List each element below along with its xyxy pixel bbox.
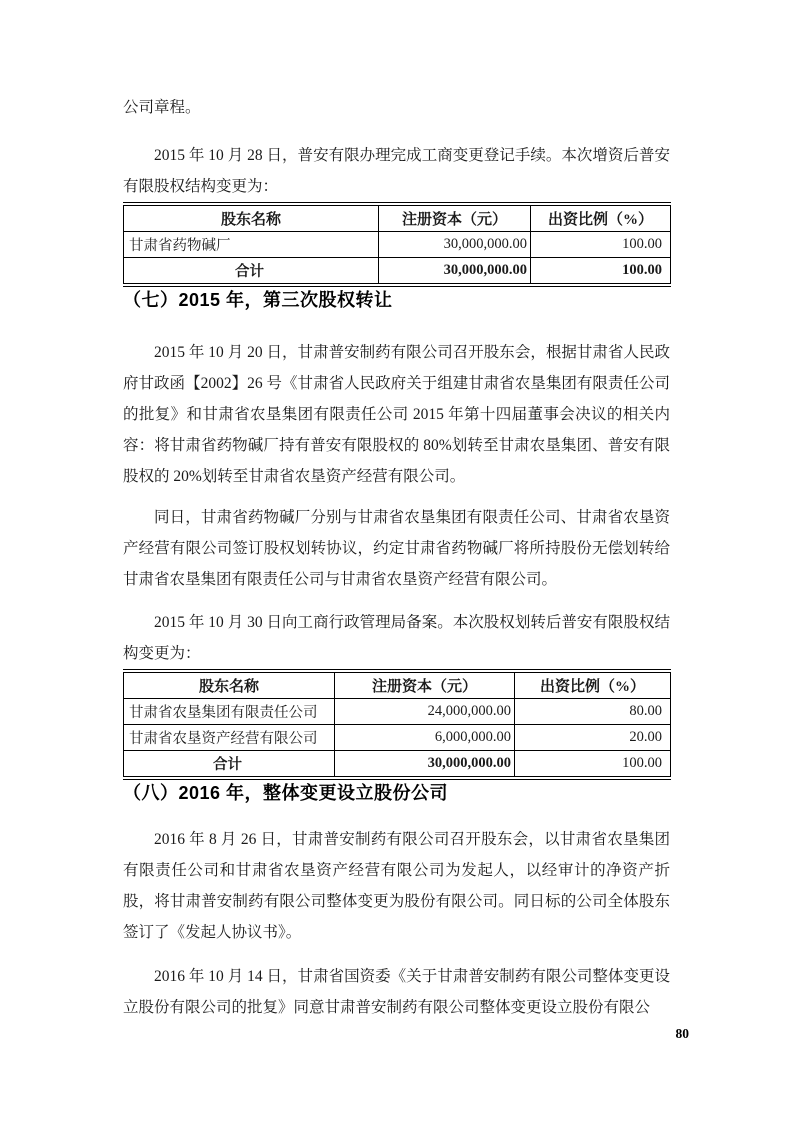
paragraph-intro: 公司章程。 bbox=[123, 99, 201, 116]
table1-total-row bbox=[124, 258, 671, 286]
paragraph-filing: 2015 年 10 月 30 日向工商行政管理局备案。本次股权划转后普安有限股权结构变更为： bbox=[123, 614, 670, 662]
table2-cell-shareholder: 甘肃省农垦集团有限责任公司 bbox=[124, 699, 335, 725]
paragraph-transfer-decision: 2015 年 10 月 20 日，甘肃普安制药有限公司召开股东会，根据甘肃省人民政府甘政函【2002】26 号《甘肃省人民政府关于组建甘肃省农垦集团有限责任公司的批复》和甘肃省农垦集团有限责任公司 2015 年第十四届董事会决议的相关内容：将甘肃省药物碱厂持有普安有限股权的 80%划转至甘肃农垦集团、普安有限股权的 20%划转至甘肃省农垦资产经营有限公司。 bbox=[123, 344, 670, 485]
table1-header-ratio: 出资比例（%） bbox=[531, 204, 671, 232]
table2-header-ratio: 出资比例（%） bbox=[515, 671, 671, 699]
table2-header-row bbox=[124, 671, 671, 699]
table2-cell-ratio: 20.00 bbox=[515, 725, 671, 751]
table2-row bbox=[124, 699, 671, 725]
table1-total-ratio: 100.00 bbox=[531, 258, 671, 286]
table1-header-row bbox=[124, 204, 671, 232]
shareholder-table-2 bbox=[123, 669, 671, 780]
table2-total-capital: 30,000,000.00 bbox=[335, 751, 515, 779]
table2-total-label: 合计 bbox=[124, 751, 335, 779]
table2-cell-ratio: 80.00 bbox=[515, 699, 671, 725]
table1-header-capital: 注册资本（元） bbox=[379, 204, 531, 232]
section-heading-seven: （七）2015 年，第三次股权转让 bbox=[123, 290, 393, 310]
table2-cell-capital: 6,000,000.00 bbox=[335, 725, 515, 751]
table1-header-shareholder: 股东名称 bbox=[124, 204, 379, 232]
table1-total-label: 合计 bbox=[124, 258, 379, 286]
table2-total-ratio: 100.00 bbox=[515, 751, 671, 779]
table1-row bbox=[124, 232, 671, 258]
table2-header-capital: 注册资本（元） bbox=[335, 671, 515, 699]
section-heading-eight: （八）2016 年，整体变更设立股份公司 bbox=[123, 783, 449, 803]
table2-row bbox=[124, 725, 671, 751]
paragraph-sasac-approval: 2016 年 10 月 14 日，甘肃省国资委《关于甘肃普安制药有限公司整体变更设立股份有限公司的批复》同意甘肃普安制药有限公司整体变更设立股份有限公 bbox=[123, 968, 670, 1016]
paragraph-same-day-agreement: 同日，甘肃省药物碱厂分别与甘肃省农垦集团有限责任公司、甘肃省农垦资产经营有限公司签订股权划转协议，约定甘肃省药物碱厂将所持股份无偿划转给甘肃省农垦集团有限责任公司与甘肃省农垦资产经营有限公司。 bbox=[123, 509, 670, 588]
page-number: 80 bbox=[675, 1026, 689, 1041]
paragraph-joint-stock: 2016 年 8 月 26 日，甘肃普安制药有限公司召开股东会，以甘肃省农垦集团有限责任公司和甘肃省农垦资产经营有限公司为发起人，以经审计的净资产折股，将甘肃普安制药有限公司整体变更为股份有限公司。同日标的公司全体股东签订了《发起人协议书》。 bbox=[123, 831, 670, 941]
document-content bbox=[123, 92, 670, 1023]
table1-cell-ratio: 100.00 bbox=[531, 232, 671, 258]
table2-cell-shareholder: 甘肃省农垦资产经营有限公司 bbox=[124, 725, 335, 751]
paragraph-registration: 2015 年 10 月 28 日，普安有限办理完成工商变更登记手续。本次增资后普安有限股权结构变更为： bbox=[123, 147, 670, 195]
table2-cell-capital: 24,000,000.00 bbox=[335, 699, 515, 725]
table2-header-shareholder: 股东名称 bbox=[124, 671, 335, 699]
table2-total-row bbox=[124, 751, 671, 779]
table1-cell-shareholder: 甘肃省药物碱厂 bbox=[124, 232, 379, 258]
shareholder-table-1 bbox=[123, 202, 671, 287]
table1-cell-capital: 30,000,000.00 bbox=[379, 232, 531, 258]
table1-total-capital: 30,000,000.00 bbox=[379, 258, 531, 286]
